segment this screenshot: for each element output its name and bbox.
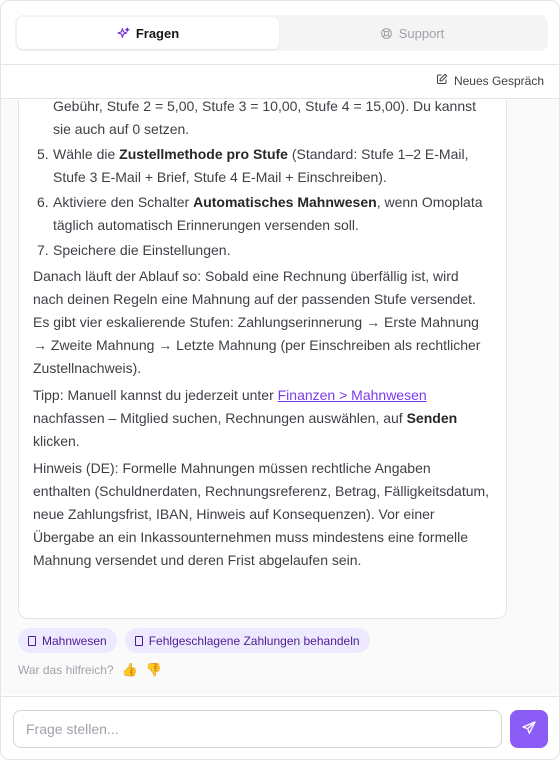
new-chat-label: Neues Gespräch [453, 73, 544, 88]
question-input[interactable] [13, 710, 502, 748]
step-item [33, 191, 492, 237]
lifebuoy-icon [380, 27, 393, 40]
send-button[interactable] [510, 710, 548, 748]
step-number: 7. [37, 242, 49, 258]
step-text: Speichere die Einstellungen. [53, 242, 231, 258]
source-chip-dunning[interactable] [18, 628, 117, 653]
send-icon [521, 720, 537, 739]
finance-dunning-link[interactable]: Finanzen > Mahnwesen [277, 387, 427, 403]
tab-ask-label: Fragen [135, 25, 180, 41]
step-4-continuation-end: sie auch auf 0 setzen. [53, 121, 190, 137]
feedback-row [18, 662, 162, 678]
step-text-tail: (Standard: Stufe 1–2 E-Mail, Stufe 3 E-Mail + Brief, Stufe 4 E-Mail + Einschreiben). [53, 146, 469, 185]
new-chat-button[interactable] [436, 73, 544, 88]
step-text: Aktiviere den Schalter [53, 194, 194, 210]
tip-bold: Senden [406, 410, 458, 426]
step-bold: Automatisches Mahnwesen [193, 194, 377, 210]
tip-paragraph [33, 384, 492, 453]
document-icon [135, 636, 143, 646]
step-number: 6. [37, 194, 49, 210]
document-icon [28, 636, 36, 646]
tab-bar [15, 15, 548, 51]
tip-text: Tipp: Manuell kannst du jederzeit unter [33, 387, 278, 403]
source-chip-failed-payments[interactable] [125, 628, 370, 653]
step-number: 5. [37, 146, 49, 162]
source-chip-label: Fehlgeschlagene Zahlungen behandeln [148, 633, 360, 648]
cut-off-list-text [33, 100, 492, 141]
thumbs-up-icon[interactable]: 👍 [121, 662, 138, 677]
tab-support-label: Support [398, 25, 445, 41]
tip-text-mid: nachfassen – Mitglied suchen, Rechnungen auswählen, auf [33, 410, 407, 426]
steps-list [33, 143, 492, 262]
note-paragraph: Hinweis (DE): Formelle Mahnungen müssen rechtliche Angaben enthalten (Schuldnerdaten, Rechnungsreferenz, Betrag, Fälligkeitsdatum, neue Zahlungsfrist, IBAN, Hinweis auf Konsequenzen). Vor einer Übergabe an ein Inkassounternehmen muss mindestens eine formelle Mahnung versendet und deren Frist abgelaufen sein. [33, 460, 490, 568]
step-4-continuation: Gebühr, Stufe 2 = 5,00, Stufe 3 = 10,00, Stufe 4 = 15,00). Du kannst [53, 100, 477, 114]
tip-text-end: klicken. [33, 433, 80, 449]
tab-ask[interactable] [17, 17, 279, 49]
source-chip-label: Mahnwesen [42, 633, 107, 648]
step-item [33, 239, 492, 262]
feedback-question: War das hilfreich? [18, 663, 114, 677]
step-text-tail: , wenn Omoplata täglich automatisch Erinnerungen versenden soll. [53, 194, 483, 233]
composer [1, 696, 559, 760]
step-bold: Zustellmethode pro Stufe [119, 146, 288, 162]
tab-support[interactable] [281, 17, 543, 49]
step-text: Wähle die [53, 146, 120, 162]
source-chips [18, 628, 370, 653]
message-list[interactable] [1, 100, 559, 695]
flow-paragraph: Danach läuft der Ablauf so: Sobald eine Rechnung überfällig ist, wird nach deinen Regeln eine Mahnung auf der passenden Stufe versendet. Es gibt vier eskalierende Stufen: Zahlungserinnerung → Erste Mahnung → Zweite Mahnung → Letzte Mahnung (per Einschreiben als rechtlicher Zustellnachweis). [33, 268, 481, 376]
sparkle-icon [117, 27, 130, 40]
thumbs-down-icon[interactable]: 👎 [145, 662, 162, 677]
assistant-message [18, 100, 507, 619]
step-item [33, 143, 492, 189]
tab-header [1, 1, 559, 65]
chat-toolbar [1, 66, 559, 99]
edit-icon [436, 73, 448, 88]
